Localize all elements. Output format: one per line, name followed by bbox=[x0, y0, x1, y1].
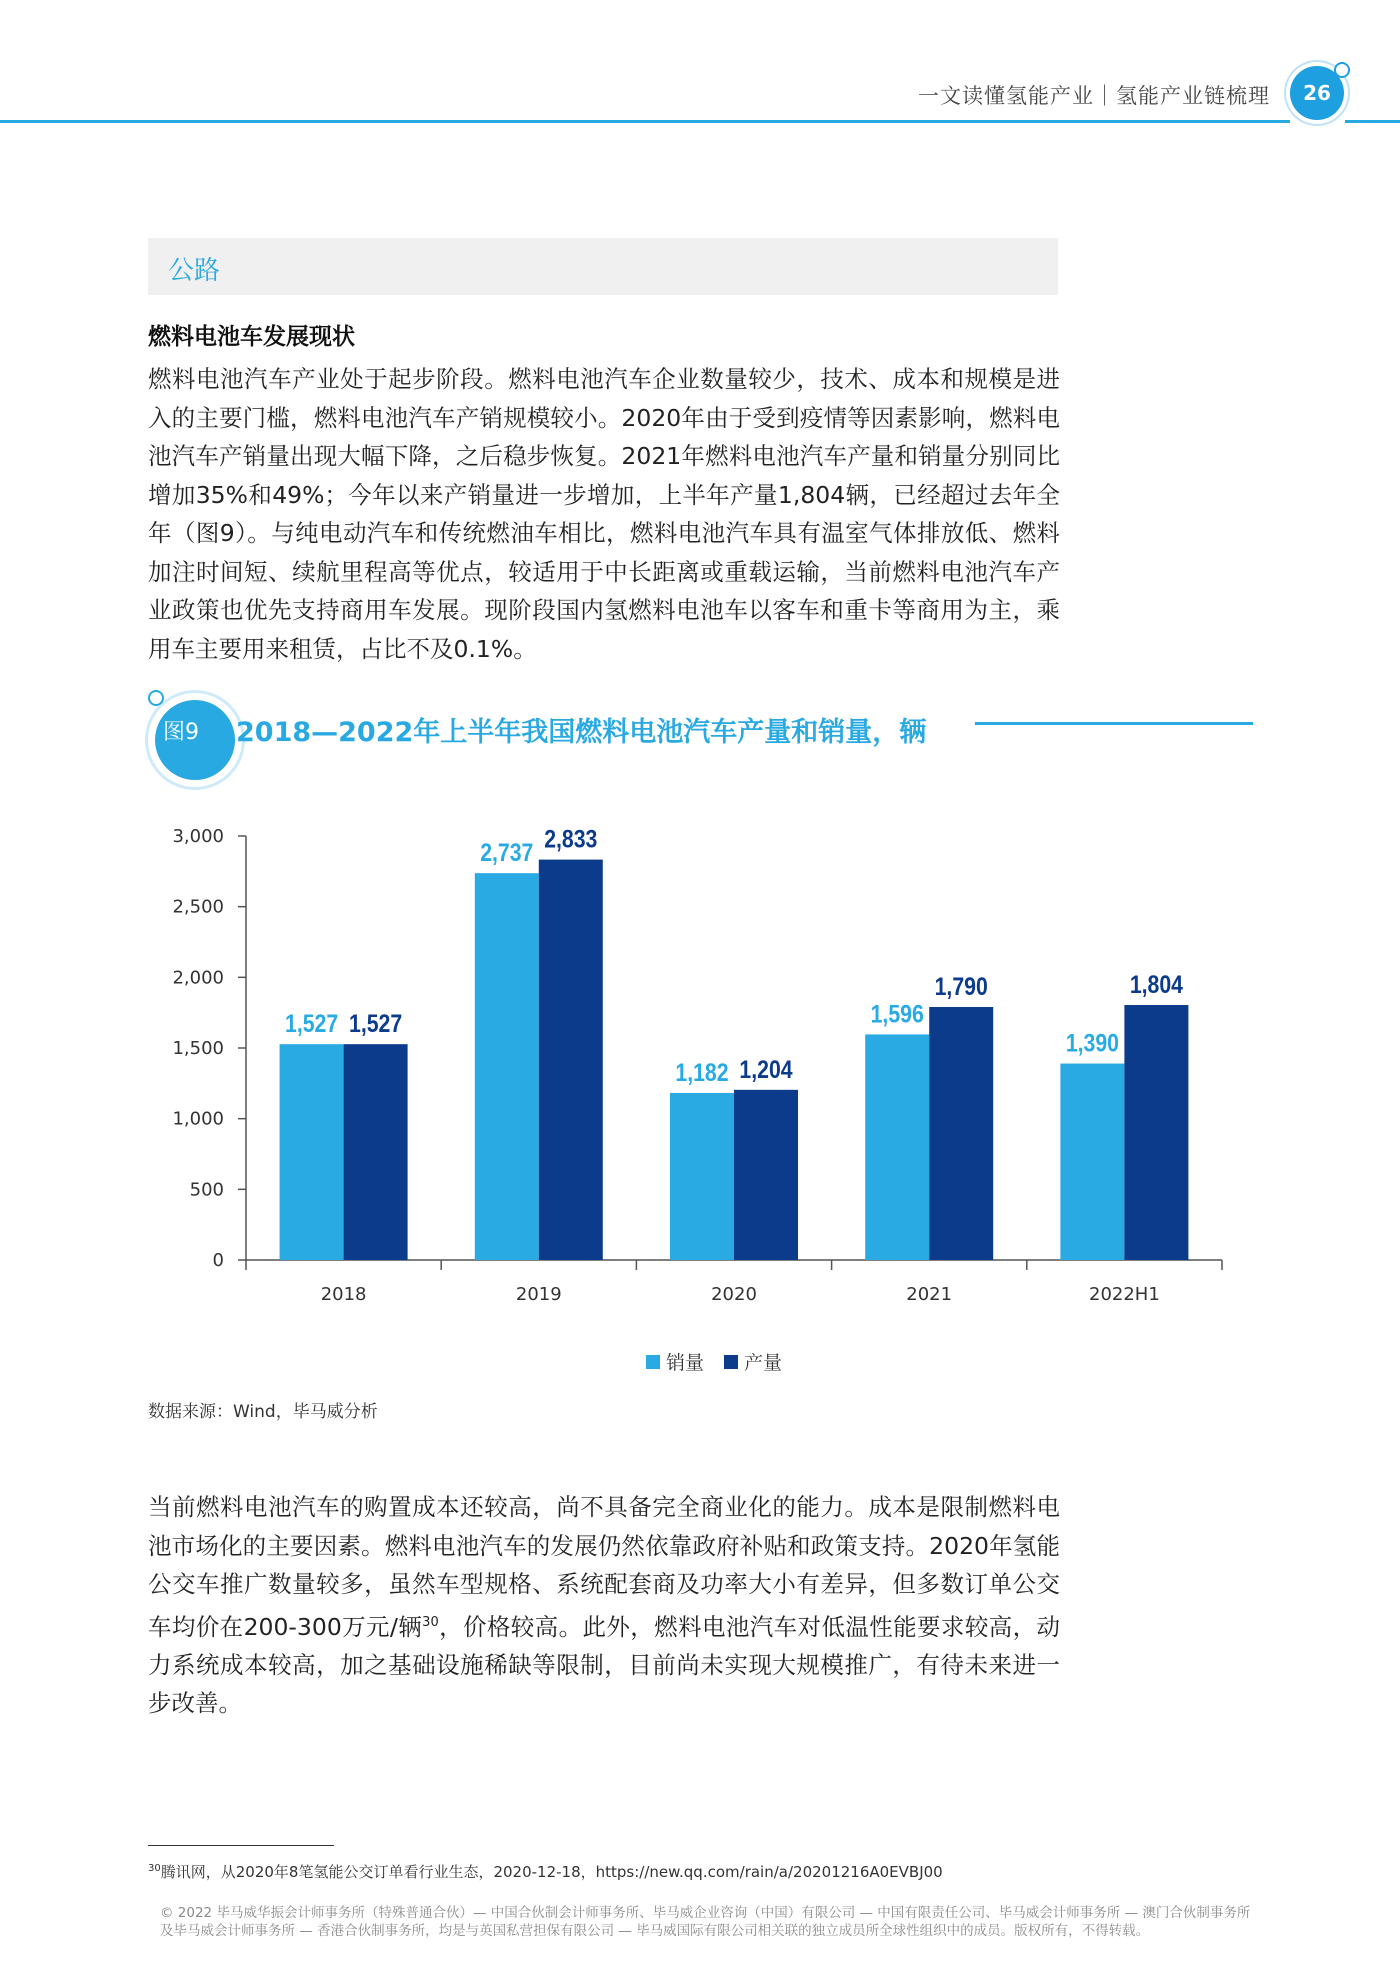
bar-production bbox=[929, 1007, 993, 1260]
figure-title: 2018—2022年上半年我国燃料电池汽车产量和销量，辆 bbox=[236, 717, 927, 748]
data-label: 1,527 bbox=[349, 1009, 403, 1038]
bar-production bbox=[539, 860, 603, 1260]
figure-tag: 图9 bbox=[163, 720, 199, 745]
y-tick-label: 2,500 bbox=[172, 896, 224, 918]
footnote-ref[interactable]: 30 bbox=[422, 1614, 439, 1630]
data-label: 1,390 bbox=[1065, 1028, 1119, 1057]
bar-production bbox=[344, 1044, 408, 1260]
x-tick-label: 2021 bbox=[906, 1284, 953, 1305]
legend-label: 产量 bbox=[744, 1352, 783, 1374]
y-tick-label: 1,000 bbox=[172, 1108, 224, 1130]
data-label: 1,527 bbox=[285, 1009, 339, 1038]
paragraph-2 bbox=[148, 1488, 1060, 1723]
x-tick-label: 2018 bbox=[320, 1284, 367, 1305]
data-label: 1,204 bbox=[739, 1055, 793, 1084]
data-label: 2,833 bbox=[544, 824, 598, 853]
paragraph-2-text bbox=[148, 1488, 1060, 1723]
legend-swatch bbox=[724, 1355, 738, 1369]
bar-sales bbox=[475, 873, 539, 1260]
data-label: 2,737 bbox=[480, 838, 534, 867]
footnote-text: 腾讯网，从2020年8笔氢能公交订单看行业生态，2020-12-18，https://new.qq.com/rain/a/20201216A0EVBJ00 bbox=[160, 1863, 943, 1881]
y-tick-label: 1,500 bbox=[172, 1038, 224, 1059]
x-tick-label: 2020 bbox=[711, 1284, 757, 1305]
legend-swatch bbox=[646, 1355, 660, 1369]
y-tick-label: 2,000 bbox=[172, 967, 224, 989]
bar-sales bbox=[1060, 1064, 1124, 1260]
page-number-badge: 26 bbox=[1290, 66, 1344, 120]
legal-line-2: 及毕马威会计师事务所 — 香港合伙制事务所，均是与英国私营担保有限公司 — 毕马威国际有限公司相关联的独立成员所全球性组织中的成员。版权所有，不得转载。 bbox=[160, 1923, 1150, 1939]
y-tick-label: 500 bbox=[189, 1179, 224, 1201]
bar-sales bbox=[670, 1093, 734, 1260]
legend-label: 销量 bbox=[666, 1352, 705, 1374]
x-tick-label: 2019 bbox=[515, 1284, 562, 1305]
paragraph-2-pre: 当前燃料电池汽车的购置成本还较高，尚不具备完全商业化的能力。成本是限制燃料电池市场化的主要因素。燃料电池汽车的发展仍然依靠政府补贴和政策支持。2020年氢能公交车推广数量较多，虽然车型规格、系统配套商及功率大小有差异，但多数订单公交车均价在200-300万元/辆 bbox=[148, 1493, 1060, 1641]
y-tick-label: 3,000 bbox=[172, 826, 224, 847]
y-tick-label: 0 bbox=[212, 1250, 224, 1271]
legal-line-1: © 2022 毕马威华振会计师事务所（特殊普通合伙）— 中国合伙制会计师事务所、毕马威企业咨询（中国）有限公司 — 中国有限责任公司、毕马威会计师事务所 — 澳门合伙制事务所 bbox=[160, 1905, 1251, 1921]
data-label: 1,790 bbox=[934, 972, 988, 1001]
bar-production bbox=[734, 1090, 798, 1260]
section-title: 公路 bbox=[168, 256, 221, 286]
x-tick-label: 2022H1 bbox=[1089, 1284, 1160, 1305]
paragraph-2-post: ，价格较高。此外，燃料电池汽车对低温性能要求较高，动力系统成本较高，加之基础设施稀缺等限制，目前尚未实现大规模推广，有待未来进一步改善。 bbox=[148, 1612, 1061, 1718]
running-header: 一文读懂氢能产业｜氢能产业链梳理 bbox=[918, 84, 1270, 108]
bar-production bbox=[1124, 1005, 1188, 1260]
bar-sales bbox=[280, 1044, 344, 1260]
paragraph-1-text: 燃料电池汽车产业处于起步阶段。燃料电池汽车企业数量较少，技术、成本和规模是进入的主要门槛，燃料电池汽车产销规模较小。2020年由于受到疫情等因素影响，燃料电池汽车产销量出现大幅下降，之后稳步恢复。2021年燃料电池汽车产量和销量分别同比增加35%和49%；今年以来产销量进一步增加，上半年产量1,804辆，已经超过去年全年（图9）。与纯电动汽车和传统燃油车相比，燃料电池汽车具有温室气体排放低、燃料加注时间短、续航里程高等优点，较适用于中长距离或重载运输，当前燃料电池汽车产业政策也优先支持商用车发展。现阶段国内氢燃料电池车以客车和重卡等商用为主，乘用车主要用来租赁，占比不及0.1%。 bbox=[148, 365, 1060, 663]
data-source: 数据来源：Wind，毕马威分析 bbox=[148, 1402, 378, 1422]
footnote-number: 30 bbox=[148, 1863, 161, 1874]
data-label: 1,596 bbox=[870, 999, 924, 1028]
data-label: 1,804 bbox=[1129, 970, 1183, 999]
footnote bbox=[148, 1861, 943, 1882]
subheading: 燃料电池车发展现状 bbox=[148, 324, 355, 350]
legal-notice bbox=[160, 1904, 1260, 1940]
footnote-rule bbox=[148, 1845, 334, 1846]
bar-sales bbox=[865, 1034, 929, 1260]
data-label: 1,182 bbox=[675, 1058, 729, 1087]
